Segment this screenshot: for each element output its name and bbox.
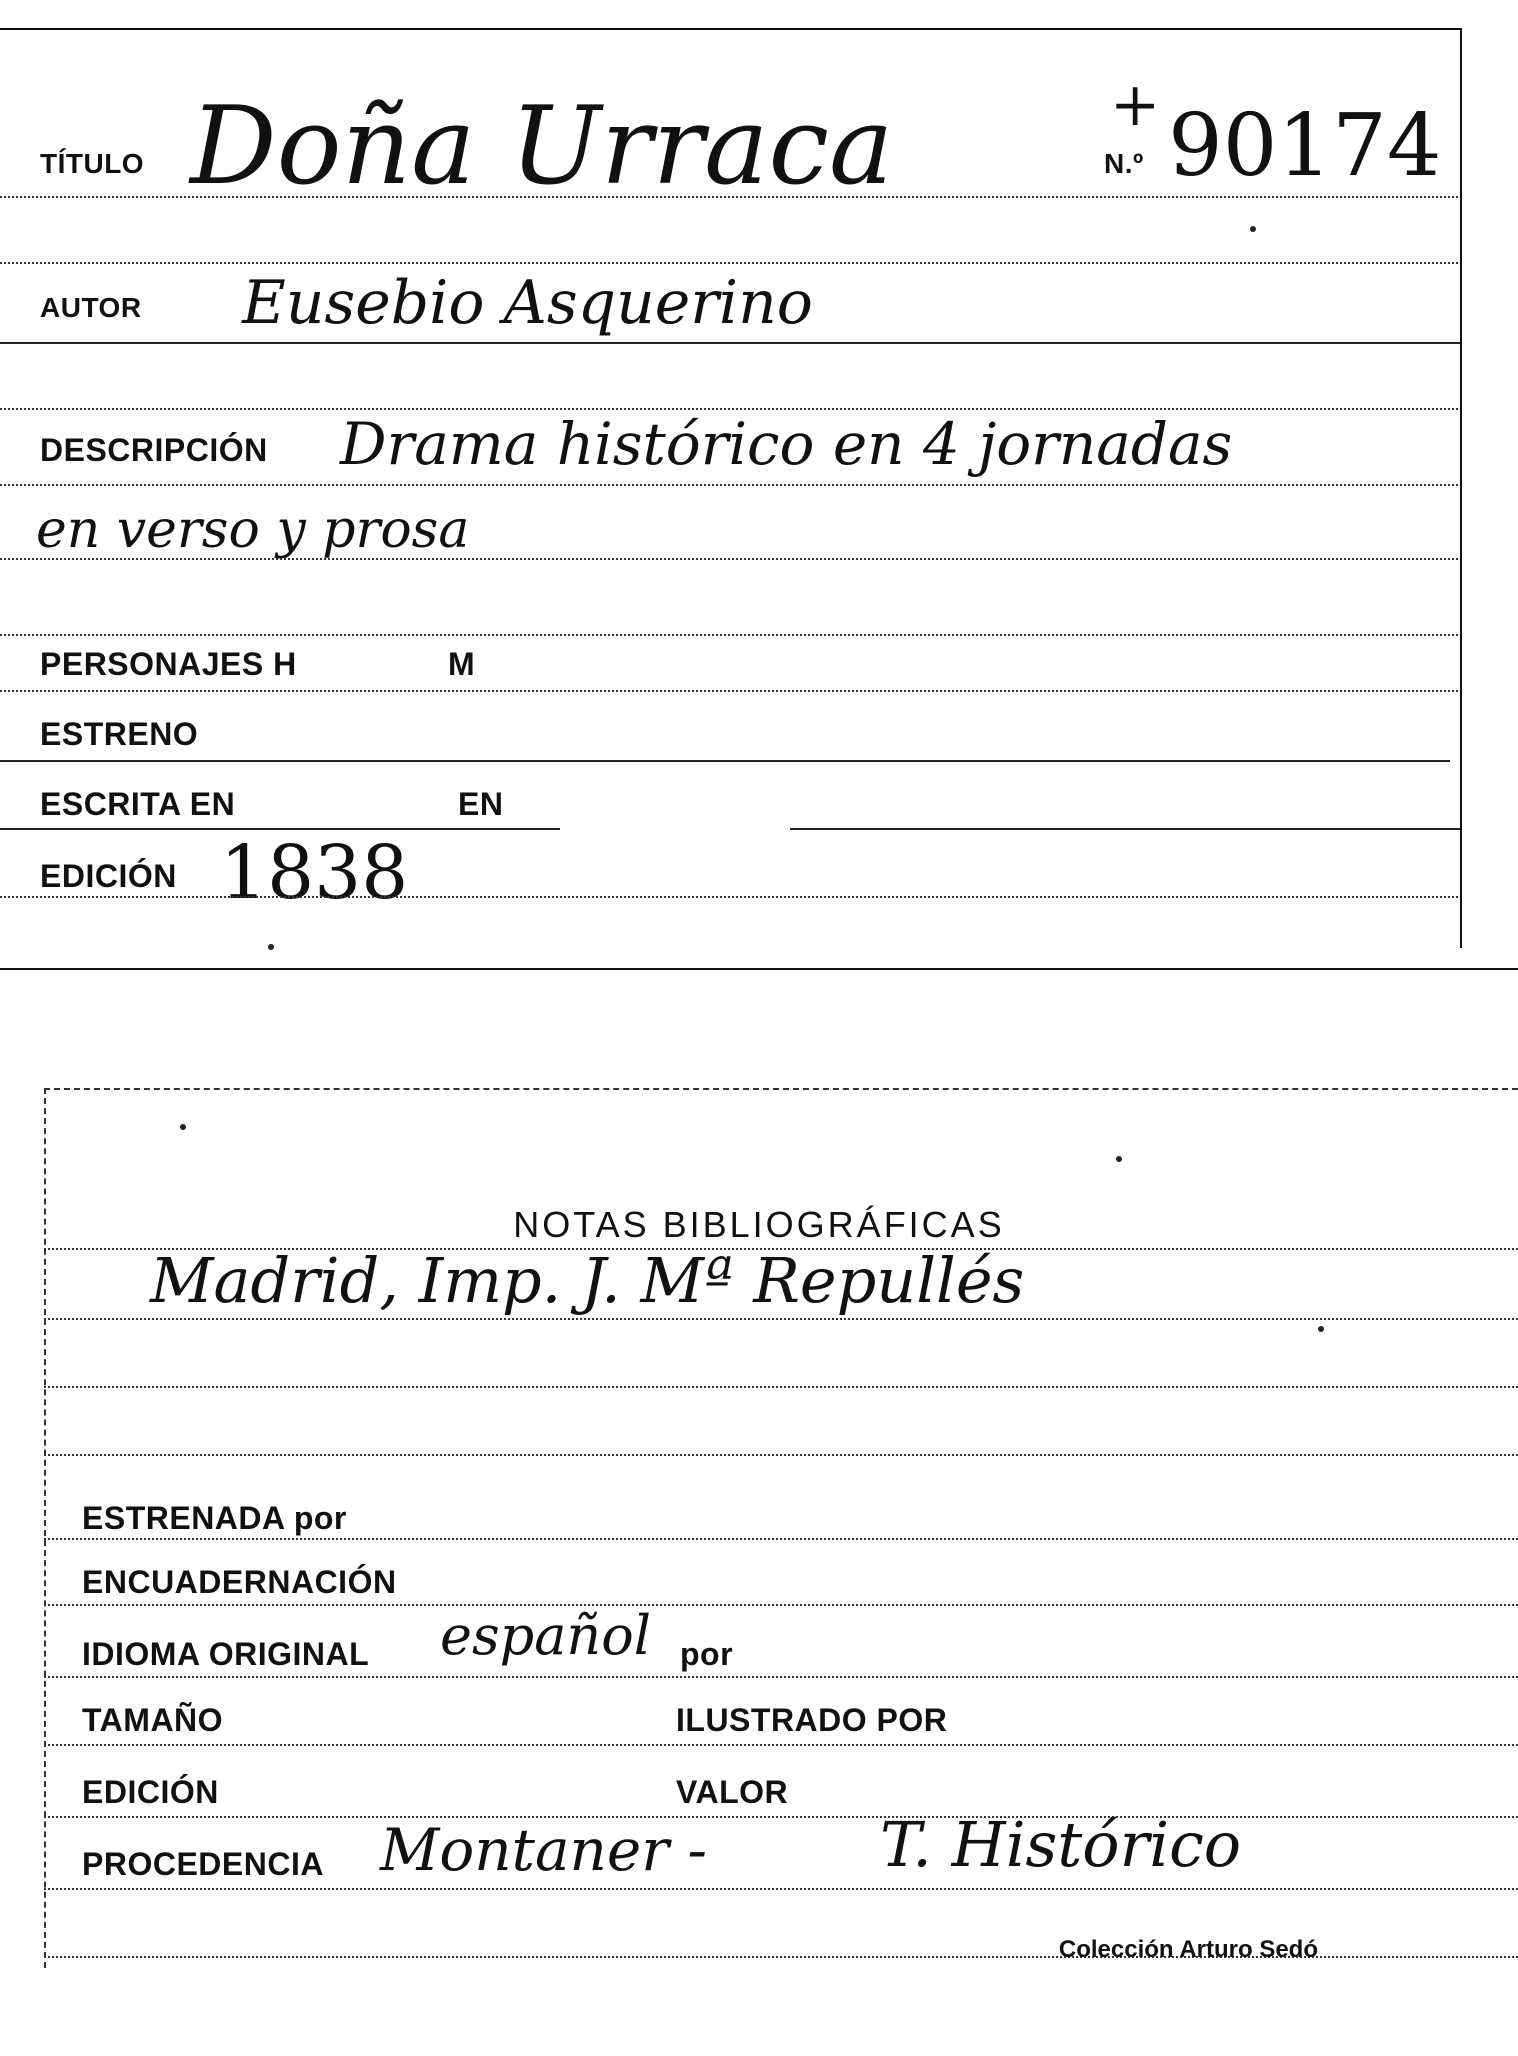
descripcion-line2: en verso y prosa (36, 500, 470, 560)
numero-label: N.º (1104, 148, 1144, 179)
collection-stamp: Colección Arturo Sedó (1058, 1936, 1318, 1963)
catalog-card-front (0, 0, 1518, 970)
rule (0, 484, 1458, 486)
ink-speck (180, 1124, 186, 1130)
card-top-border (0, 28, 1462, 30)
rule (0, 558, 1458, 560)
notas-value: Madrid, Imp. J. Mª Repullés (150, 1244, 1025, 1317)
card-bottom-border (0, 968, 1518, 970)
numero-mark: + (1110, 70, 1161, 140)
estrenada-label: ESTRENADA por (82, 1500, 347, 1536)
rule (0, 342, 1460, 344)
edicion-back-label: EDICIÓN (82, 1774, 219, 1810)
rule (0, 262, 1458, 264)
encuadernacion-label: ENCUADERNACIÓN (82, 1564, 397, 1600)
catalog-card-back (0, 1080, 1518, 2020)
rule (44, 1386, 1518, 1388)
idioma-label: IDIOMA ORIGINAL (82, 1636, 370, 1672)
rule (44, 1744, 1518, 1746)
autor-value: Eusebio Asquerino (242, 268, 813, 338)
personajes-m-label: M (448, 646, 476, 682)
rule (0, 634, 1458, 636)
ink-speck (268, 944, 274, 950)
procedencia-value: Montaner - (380, 1816, 707, 1884)
estreno-label: ESTRENO (40, 716, 199, 752)
descripcion-line1: Drama histórico en 4 jornadas (340, 410, 1233, 478)
edicion-value: 1838 (220, 830, 409, 916)
escrita-label: ESCRITA EN (40, 786, 236, 822)
numero-value: 90174 (1168, 96, 1442, 196)
titulo-value: Doña Urraca (190, 84, 894, 209)
rule (44, 1676, 1518, 1678)
rule (0, 690, 1458, 692)
personajes-label: PERSONAJES H (40, 646, 297, 682)
ink-speck (1318, 1326, 1324, 1332)
procedencia-value-2: T. Histórico (880, 1808, 1242, 1881)
ink-speck (1116, 1156, 1122, 1162)
rule (0, 760, 1450, 762)
rule (44, 1604, 1518, 1606)
ilustrado-label: ILUSTRADO POR (676, 1702, 948, 1738)
rule (44, 1888, 1518, 1890)
valor-label: VALOR (676, 1774, 789, 1810)
edicion-label: EDICIÓN (40, 858, 177, 894)
rule (790, 828, 1460, 830)
descripcion-label: DESCRIPCIÓN (40, 432, 268, 468)
notas-heading: NOTAS BIBLIOGRÁFICAS (513, 1204, 1005, 1245)
rule (44, 1318, 1518, 1320)
idioma-value: español (440, 1604, 651, 1667)
ink-speck (1250, 226, 1256, 232)
rule (44, 1538, 1518, 1540)
card-top-border (44, 1088, 1518, 1090)
escrita-en-label: EN (458, 786, 504, 822)
idioma-por-label: por (680, 1636, 734, 1672)
card-right-border (1460, 28, 1462, 948)
procedencia-label: PROCEDENCIA (82, 1846, 324, 1882)
rule (44, 1816, 1518, 1818)
rule (44, 1454, 1518, 1456)
tamano-label: TAMAÑO (82, 1702, 224, 1738)
rule (0, 196, 1458, 198)
rule (0, 896, 1458, 898)
autor-label: AUTOR (40, 292, 142, 323)
titulo-label: TÍTULO (40, 148, 145, 179)
